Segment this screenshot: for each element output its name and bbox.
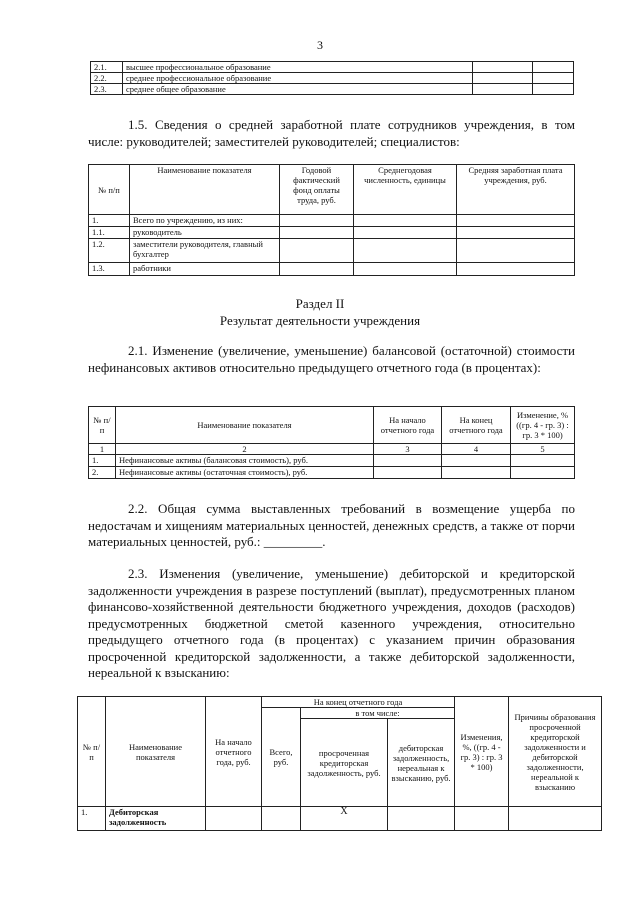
- debt-table: [77, 696, 602, 831]
- row-label: Дебиторская задолженность: [106, 807, 206, 831]
- header-change: Изменения, %, ((гр. 4 - гр. 3) : гр. 3 * 100): [455, 697, 509, 807]
- row-number: 1.: [78, 807, 106, 831]
- row-number: 2.1.: [91, 62, 123, 73]
- table-row: [78, 807, 602, 831]
- header-count: Среднегодовая численность, единицы: [354, 165, 457, 215]
- header-overdue: просроченная кредиторская задолженность, руб.: [301, 719, 388, 807]
- col-number: 4: [442, 444, 511, 455]
- assets-table: [88, 406, 575, 479]
- row-label: руководитель: [130, 227, 280, 239]
- header-name: Наименование показателя: [130, 165, 280, 215]
- table-row: [89, 455, 575, 467]
- header-name: Наименование показателя: [106, 697, 206, 807]
- row-number: 1.3.: [89, 263, 130, 276]
- header-end: На конец отчетного года: [442, 407, 511, 444]
- salary-table: [88, 164, 575, 276]
- header-total: Всего, руб.: [262, 708, 301, 807]
- row-label: Нефинансовые активы (остаточная стоимость), руб.: [116, 467, 374, 479]
- row-number: 2.: [89, 467, 116, 479]
- section-2-3-text: 2.3. Изменения (увеличение, уменьшение) дебиторской и кредиторской задолженности учреждения в разрезе поступлений (выплат), предусмотренных планом финансово-хозяйственной деятельности бюджетного учреждения, доходов (расходов) предусмотренных бюджетной сметой казенного учреждения, относительно предыдущего отчетного года (в процентах) с указанием причин образования просроченной кредиторской задолженности, а также дебиторской задолженности, нереальной к взысканию:: [88, 566, 575, 680]
- education-table: [90, 61, 574, 95]
- header-change: Изменение, % ((гр. 4 - гр. 3) : гр. 3 * 100): [511, 407, 575, 444]
- table-row: [91, 84, 574, 95]
- table-row: [89, 239, 575, 263]
- header-start: На начало отчетного года, руб.: [206, 697, 262, 807]
- page-number: 3: [317, 38, 323, 52]
- row-label: высшее профессиональное образование: [123, 62, 473, 73]
- header-num: № п/п: [78, 697, 106, 807]
- header-end-group: На конец отчетного года: [262, 697, 455, 708]
- row-number: 1.1.: [89, 227, 130, 239]
- header-bad-debt: дебиторская задолженность, нереальная к взысканию, руб.: [388, 719, 455, 807]
- row-mark: X: [301, 807, 388, 831]
- section-subtitle: Результат деятельности учреждения: [219, 313, 421, 328]
- row-label: Нефинансовые активы (балансовая стоимость), руб.: [116, 455, 374, 467]
- header-start: На начало отчетного года: [374, 407, 442, 444]
- header-reasons: Причины образования просроченной кредиторской задолженности и дебиторской задолженности, нереальной к взысканию: [509, 697, 602, 807]
- row-number: 1.2.: [89, 239, 130, 263]
- row-label: заместители руководителя, главный бухгалтер: [130, 239, 280, 263]
- col-number: 5: [511, 444, 575, 455]
- header-name: Наименование показателя: [116, 407, 374, 444]
- header-num: № п/п: [89, 407, 116, 444]
- table-row: [89, 467, 575, 479]
- row-number: 2.2.: [91, 73, 123, 84]
- row-label: среднее общее образование: [123, 84, 473, 95]
- row-number: 1.: [89, 215, 130, 227]
- table-row: [89, 263, 575, 276]
- header-fund: Годовой фактический фонд оплаты труда, руб.: [280, 165, 354, 215]
- table-row: [89, 215, 575, 227]
- row-label: Всего по учреждению, из них:: [130, 215, 280, 227]
- header-salary: Средняя заработная плата учреждения, руб.: [457, 165, 575, 215]
- section-title: Раздел II: [295, 296, 345, 311]
- row-label: среднее профессиональное образование: [123, 73, 473, 84]
- col-number: 2: [116, 444, 374, 455]
- col-number: 1: [89, 444, 116, 455]
- header-num: № п/п: [89, 165, 130, 215]
- section-2-2-text: 2.2. Общая сумма выставленных требований в возмещение ущерба по недостачам и хищениям материальных ценностей, денежных средств, а также от порчи материальных ценностей, руб.: _________.: [88, 501, 575, 549]
- table-row: [91, 73, 574, 84]
- section-1-5-text: 1.5. Сведения о средней заработной плате сотрудников учреждения, в том числе: руководителей; заместителей руководителей; специалистов:: [88, 117, 575, 149]
- header-including: в том числе:: [301, 708, 455, 719]
- col-number: 3: [374, 444, 442, 455]
- table-row: [91, 62, 574, 73]
- section-2-1-text: 2.1. Изменение (увеличение, уменьшение) балансовой (остаточной) стоимости нефинансовых активов относительно предыдущего отчетного года (в процентах):: [88, 343, 575, 375]
- row-number: 1.: [89, 455, 116, 467]
- row-label: работники: [130, 263, 280, 276]
- table-row: [89, 227, 575, 239]
- row-number: 2.3.: [91, 84, 123, 95]
